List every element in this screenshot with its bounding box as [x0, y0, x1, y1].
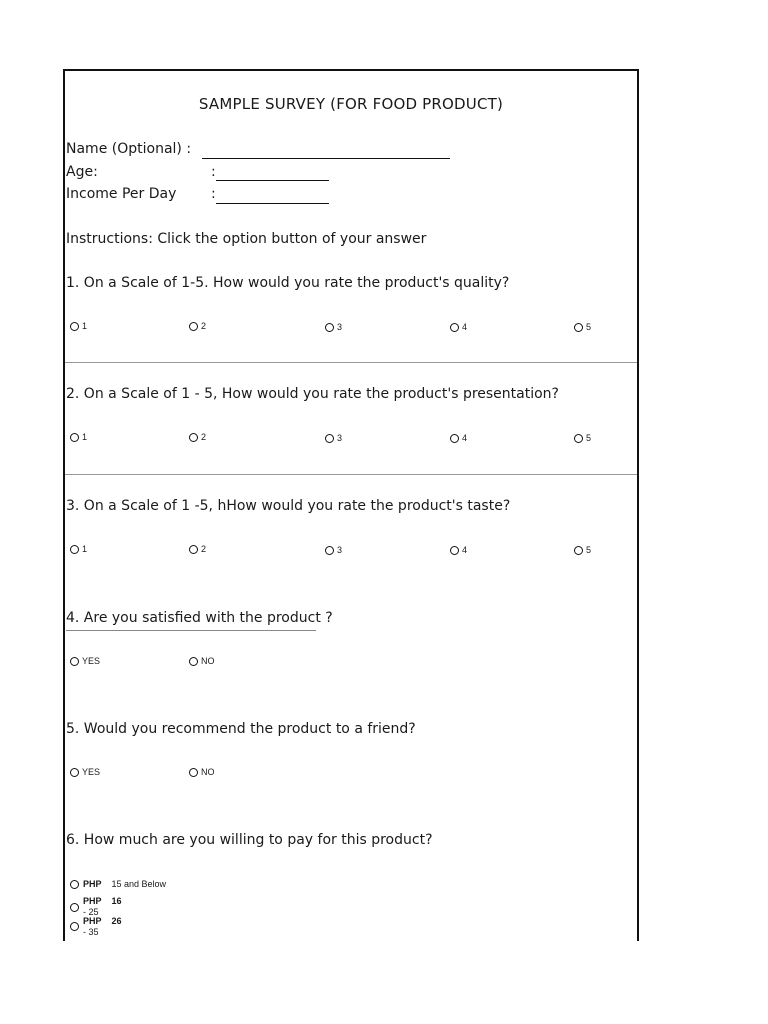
radio-icon[interactable] [325, 323, 334, 332]
q3-option-4[interactable]: 4 [450, 545, 467, 555]
divider [65, 362, 637, 363]
q3-option-3[interactable]: 3 [325, 545, 342, 555]
radio-icon[interactable] [574, 546, 583, 555]
q4-option-yes[interactable]: YES [70, 656, 100, 666]
survey-title: SAMPLE SURVEY (FOR FOOD PRODUCT) [198, 95, 504, 113]
radio-icon[interactable] [70, 880, 79, 889]
q1-option-1[interactable]: 1 [70, 321, 87, 331]
question-3-text: 3. On a Scale of 1 -5, hHow would you rate the product's taste? [66, 498, 511, 514]
survey-sheet [63, 69, 639, 941]
radio-icon[interactable] [189, 768, 198, 777]
radio-icon[interactable] [189, 657, 198, 666]
q1-option-5[interactable]: 5 [574, 322, 591, 332]
question-2-text: 2. On a Scale of 1 - 5, How would you rate the product's presentation? [66, 386, 559, 402]
q4-option-no[interactable]: NO [189, 656, 215, 666]
divider [65, 474, 637, 475]
income-field[interactable] [216, 203, 329, 204]
radio-icon[interactable] [450, 546, 459, 555]
q5-option-yes[interactable]: YES [70, 767, 100, 777]
age-colon: : [211, 164, 216, 180]
q2-option-1[interactable]: 1 [70, 432, 87, 442]
radio-icon[interactable] [189, 433, 198, 442]
radio-icon[interactable] [325, 546, 334, 555]
q2-option-4[interactable]: 4 [450, 433, 467, 443]
radio-icon[interactable] [574, 323, 583, 332]
radio-icon[interactable] [70, 322, 79, 331]
question-4-text: 4. Are you satisfied with the product ? [66, 610, 333, 626]
question-5-text: 5. Would you recommend the product to a friend? [66, 721, 416, 737]
q2-option-5[interactable]: 5 [574, 433, 591, 443]
question-4-underline [66, 630, 316, 631]
radio-icon[interactable] [70, 657, 79, 666]
q1-option-4[interactable]: 4 [450, 322, 467, 332]
q1-option-2[interactable]: 2 [189, 321, 206, 331]
q2-option-3[interactable]: 3 [325, 433, 342, 443]
name-label: Name (Optional) : [66, 141, 192, 157]
radio-icon[interactable] [450, 323, 459, 332]
q3-option-5[interactable]: 5 [574, 545, 591, 555]
radio-icon[interactable] [70, 768, 79, 777]
radio-icon[interactable] [70, 433, 79, 442]
q2-option-2[interactable]: 2 [189, 432, 206, 442]
radio-icon[interactable] [574, 434, 583, 443]
q3-option-1[interactable]: 1 [70, 544, 87, 554]
q1-option-3[interactable]: 3 [325, 322, 342, 332]
q6-option-2[interactable]: PHP - 25 16 [70, 896, 122, 918]
radio-icon[interactable] [70, 903, 79, 912]
name-field[interactable] [202, 158, 450, 159]
radio-icon[interactable] [70, 922, 79, 931]
age-label: Age: [66, 164, 98, 180]
q5-option-no[interactable]: NO [189, 767, 215, 777]
income-colon: : [211, 186, 216, 202]
q6-option-1[interactable]: PHP 15 and Below [70, 879, 166, 890]
radio-icon[interactable] [189, 322, 198, 331]
age-field[interactable] [216, 180, 329, 181]
radio-icon[interactable] [325, 434, 334, 443]
radio-icon[interactable] [189, 545, 198, 554]
q3-option-2[interactable]: 2 [189, 544, 206, 554]
radio-icon[interactable] [70, 545, 79, 554]
question-6-text: 6. How much are you willing to pay for this product? [66, 832, 433, 848]
q6-option-3[interactable]: PHP - 35 26 [70, 916, 122, 938]
radio-icon[interactable] [450, 434, 459, 443]
question-1-text: 1. On a Scale of 1-5. How would you rate the product's quality? [66, 275, 510, 291]
instructions-text: Instructions: Click the option button of your answer [66, 231, 427, 247]
income-label: Income Per Day [66, 186, 177, 202]
